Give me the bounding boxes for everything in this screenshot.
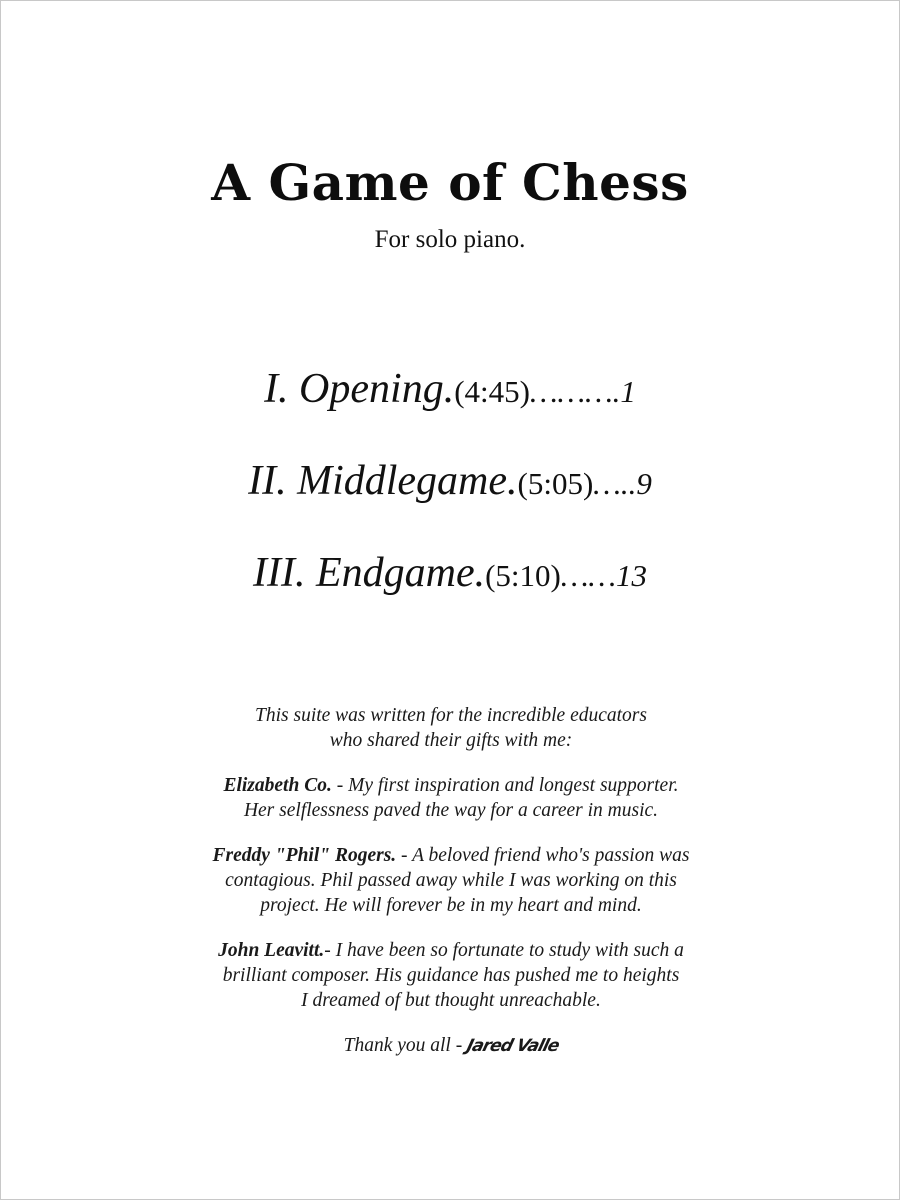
page-title: A Game of Chess bbox=[211, 153, 689, 212]
tribute-text: brilliant composer. His guidance has pushed me to heights bbox=[222, 965, 680, 986]
tribute-text: Her selflessness paved the way for a career in music. bbox=[243, 800, 659, 821]
tribute-text: project. He will forever be in my heart and mind. bbox=[260, 895, 642, 916]
toc-item-endgame bbox=[1, 545, 899, 637]
tribute-text: contagious. Phil passed away while I was working on this bbox=[225, 870, 677, 891]
toc-movement: II. Middlegame. bbox=[248, 458, 518, 504]
toc-item-opening bbox=[1, 361, 899, 453]
toc-page-number: 9 bbox=[636, 466, 652, 501]
tribute-name: Freddy "Phil" Rogers. bbox=[212, 845, 397, 866]
composer-signature: Jared Valle bbox=[464, 1036, 562, 1056]
dedication bbox=[151, 703, 751, 1059]
table-of-contents bbox=[1, 361, 899, 637]
tribute-separator: - bbox=[331, 775, 349, 796]
tribute-name: Elizabeth Co. bbox=[223, 775, 332, 796]
toc-movement: III. Endgame. bbox=[253, 550, 486, 596]
toc-movement: I. Opening. bbox=[264, 366, 455, 412]
tribute-separator: - bbox=[324, 940, 336, 961]
tribute-name: John Leavitt. bbox=[218, 940, 325, 961]
toc-leader: ………. bbox=[529, 374, 621, 409]
page-subtitle: For solo piano. bbox=[374, 226, 526, 253]
tribute-text: I dreamed of but thought unreachable. bbox=[301, 990, 601, 1011]
tribute-text: I have been so fortunate to study with such a bbox=[335, 940, 684, 961]
tribute-john-leavitt bbox=[151, 938, 751, 1013]
tribute-freddy-rogers bbox=[151, 843, 751, 918]
toc-item-middlegame bbox=[1, 453, 899, 545]
tribute-elizabeth-co bbox=[151, 773, 751, 823]
thanks-line bbox=[151, 1033, 751, 1059]
toc-duration: (5:10) bbox=[485, 558, 561, 593]
dedication-intro-line: This suite was written for the incredible educators bbox=[255, 705, 647, 726]
dedication-intro bbox=[151, 703, 751, 753]
toc-duration: (4:45) bbox=[454, 374, 530, 409]
toc-leader: ….. bbox=[593, 466, 637, 501]
toc-leader: …… bbox=[560, 558, 616, 593]
tribute-text: My first inspiration and longest supporter. bbox=[348, 775, 679, 796]
dedication-intro-line: who shared their gifts with me: bbox=[329, 730, 573, 751]
thanks-text: Thank you all - bbox=[343, 1035, 468, 1056]
tribute-text: A beloved friend who's passion was bbox=[412, 845, 690, 866]
toc-duration: (5:05) bbox=[517, 466, 594, 501]
toc-page-number: 13 bbox=[616, 558, 647, 593]
toc-page-number: 1 bbox=[620, 374, 636, 409]
tribute-separator: - bbox=[396, 845, 413, 866]
